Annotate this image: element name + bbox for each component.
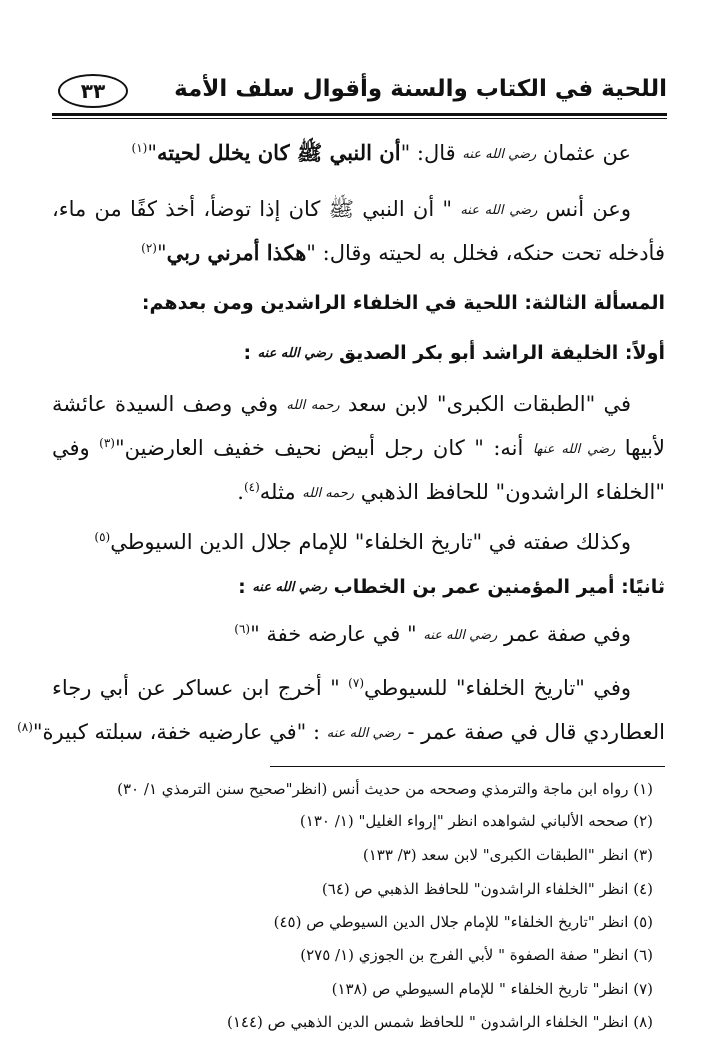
footnotes-divider xyxy=(270,766,665,767)
honorific-glyph: رضي الله عنه xyxy=(423,628,498,643)
paragraph-tabaqat-line-3: "الخلفاء الراشدون" للحافظ الذهبي رحمه الله مثله$^{(٤)}$. xyxy=(237,480,665,504)
page-header xyxy=(52,70,667,116)
honorific-glyph: رحمه الله xyxy=(302,486,355,501)
subheading-abu-bakr: أولاً: الخليفة الراشد أبو بكر الصديق رضي الله عنه : xyxy=(243,342,665,364)
footnote-ref-2: (٢) xyxy=(141,241,157,255)
footnote-4: (٤) انظر "الخلفاء الراشدون" للحافظ الذهبي ص (٦٤) xyxy=(321,880,653,898)
honorific-glyph: رضي الله عنه xyxy=(460,203,538,218)
footnote-7: (٧) انظر" تاريخ الخلفاء " للإمام السيوطي ص (١٣٨) xyxy=(331,980,653,998)
book-title: اللحية في الكتاب والسنة وأقوال سلف الأمة xyxy=(174,76,667,102)
footnote-ref-5: (٥) xyxy=(94,530,111,544)
honorific-glyph: رضي الله عنه xyxy=(252,580,328,595)
footnote-ref-1: (١) xyxy=(131,141,148,155)
paragraph-tarikh-khulafa: وكذلك صفته في "تاريخ الخلفاء" للإمام جلال الدين السيوطي$^{(٥)}$ xyxy=(94,530,631,554)
paragraph-uthman-line-1: عن عثمان رضي الله عنه قال: "أن النبي ﷺ كان يخلل لحيته"$^{(١)}$ xyxy=(131,140,631,165)
footnote-6: (٦) انظر" صفة الصفوة " لأبي الفرج بن الجوزي (١/ ٢٧٥) xyxy=(300,946,653,964)
paragraph-umar-description: وفي صفة عمر رضي الله عنه " في عارضه خفة "$^{(٦)}$ xyxy=(234,622,631,646)
paragraph-ibn-asakir-line-2: العطاردي قال في صفة عمر - رضي الله عنه : "في عارضيه خفة، سبلته كبيرة"$^{(٨)}$ xyxy=(17,720,665,744)
footnote-ref-4: (٤) xyxy=(243,480,260,494)
footnote-5: (٥) انظر "تاريخ الخلفاء" للإمام جلال الدين السيوطي ص (٤٥) xyxy=(273,913,653,931)
paragraph-anas-line-1: وعن أنس رضي الله عنه " أن النبي ﷺ كان إذا توضأ، أخذ كفًا من ماء، xyxy=(52,197,631,221)
footnote-ref-6: (٦) xyxy=(234,622,251,636)
header-rule-thick xyxy=(52,113,667,116)
paragraph-tabaqat-line-1: في "الطبقات الكبرى" لابن سعد رحمه الله وفي وصف السيدة عائشة xyxy=(52,392,631,416)
header-rule-thin xyxy=(52,118,667,119)
paragraph-tabaqat-line-2: لأبيها رضي الله عنها أنه: " كان رجل أبيض نحيف خفيف العارضين"$^{(٣)}$ وفي xyxy=(52,436,665,460)
page-number: ٣٣ xyxy=(58,74,128,108)
footnote-ref-3: (٣) xyxy=(99,436,115,450)
footnote-8: (٨) انظر" الخلفاء الراشدون " للحافظ شمس الدين الذهبي ص (١٤٤) xyxy=(227,1013,653,1031)
footnote-ref-7: (٧) xyxy=(348,676,364,690)
honorific-glyph: رحمه الله xyxy=(286,398,340,413)
section-heading-third-issue: المسألة الثالثة: اللحية في الخلفاء الراشدين ومن بعدهم: xyxy=(141,292,665,314)
honorific-glyph: رضي الله عنه xyxy=(462,147,537,162)
honorific-glyph: رضي الله عنه xyxy=(326,726,401,741)
footnote-1: (١) رواه ابن ماجة والترمذي وصححه من حديث أنس (انظر"صحيح سنن الترمذي ١/ ٣٠) xyxy=(117,780,653,798)
footnote-2: (٢) صححه الألباني لشواهده انظر "إرواء الغليل" (١/ ١٣٠) xyxy=(299,812,653,830)
honorific-glyph: رضي الله عنه xyxy=(257,346,333,361)
footnote-ref-8: (٨) xyxy=(17,720,33,734)
honorific-glyph: رضي الله عنها xyxy=(532,442,616,457)
paragraph-ibn-asakir-line-1: وفي "تاريخ الخلفاء" للسيوطي$^{(٧)}$ " أخرج ابن عساكر عن أبي رجاء xyxy=(52,676,631,700)
subheading-umar: ثانيًا: أمير المؤمنين عمر بن الخطاب رضي الله عنه : xyxy=(238,576,665,598)
footnote-3: (٣) انظر "الطبقات الكبرى" لابن سعد (٣/ ١٣٣) xyxy=(362,846,653,864)
paragraph-anas-line-2: فأدخله تحت حنكه، فخلل به لحيته وقال: "هكذا أمرني ربي"$^{(٢)}$ xyxy=(141,240,665,265)
